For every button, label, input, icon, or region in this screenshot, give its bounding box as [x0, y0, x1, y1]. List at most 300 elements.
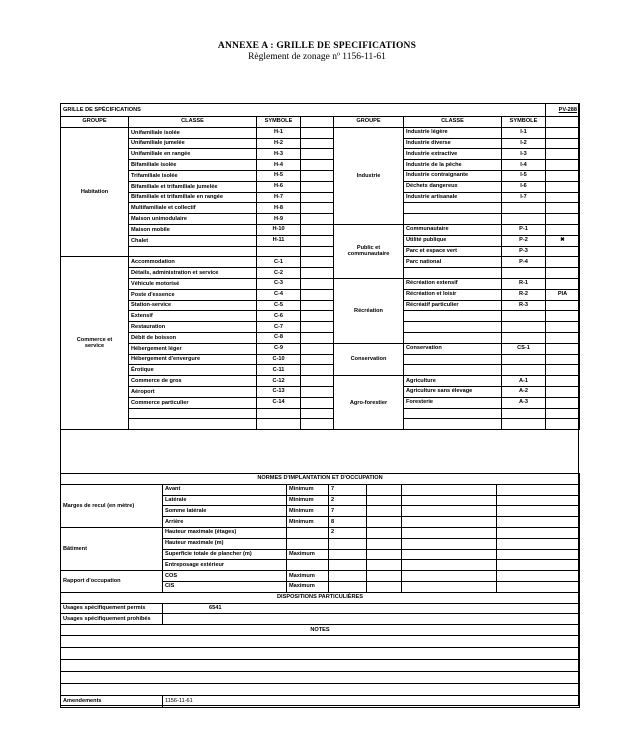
symbole-cell: H-8 — [257, 203, 301, 214]
norme-blank — [367, 560, 402, 571]
classe-cell — [404, 214, 502, 225]
classe-cell: Conservation — [404, 343, 502, 354]
mark-cell — [546, 332, 580, 343]
symbole-cell — [502, 268, 546, 279]
mark-cell — [301, 322, 334, 333]
symbole-cell: C-3 — [257, 278, 301, 289]
usages-permis-value — [163, 603, 580, 614]
classe-cell — [404, 354, 502, 365]
norme-value — [329, 581, 367, 592]
classe-cell: Véhicule motorisé — [129, 278, 257, 289]
norme-group-rapport: Rapport d'occupation — [61, 571, 163, 593]
mark-cell — [546, 408, 580, 419]
mark-cell — [301, 300, 334, 311]
classe-cell: Accommodation — [129, 257, 257, 268]
mark-cell — [301, 365, 334, 376]
mark-cell — [301, 160, 334, 171]
mark-cell — [301, 397, 334, 408]
norme-qualifier: Minimum — [287, 495, 329, 506]
classe-cell: Industrie légère — [404, 127, 502, 138]
symbole-cell: I-6 — [502, 181, 546, 192]
norme-blank — [497, 538, 580, 549]
norme-value: 2 — [329, 527, 367, 538]
usage-body — [61, 127, 580, 429]
mark-cell — [546, 278, 580, 289]
symbole-cell: H-5 — [257, 170, 301, 181]
header-blank-left — [301, 117, 334, 128]
symbole-cell: C-2 — [257, 268, 301, 279]
mark-cell — [546, 138, 580, 149]
mark-cell — [301, 149, 334, 160]
usage-row — [61, 332, 580, 343]
usages-prohibes-value — [163, 614, 580, 625]
symbole-cell: C-6 — [257, 311, 301, 322]
mark-cell — [546, 214, 580, 225]
classe-cell: Industrie de la pêche — [404, 160, 502, 171]
symbole-cell: P-4 — [502, 257, 546, 268]
group-public: Public et communautaire — [334, 224, 404, 278]
mark-cell — [301, 354, 334, 365]
header-classe-left: CLASSE — [129, 117, 257, 128]
usage-row — [61, 246, 580, 257]
mark-cell — [546, 257, 580, 268]
amendements-value: 1156-11-61 — [163, 695, 580, 707]
classe-cell — [404, 203, 502, 214]
classe-cell: Poste d'essence — [129, 289, 257, 300]
classe-cell — [404, 332, 502, 343]
classe-cell: Commerce de gros — [129, 376, 257, 387]
notes-line — [61, 635, 580, 647]
norme-qualifier — [287, 527, 329, 538]
classe-cell: Récréation et loisir — [404, 289, 502, 300]
classe-cell: Multifamiliale et collectif — [129, 203, 257, 214]
symbole-cell: P-1 — [502, 224, 546, 235]
symbole-cell: C-4 — [257, 289, 301, 300]
classe-cell: Commerce particulier — [129, 397, 257, 408]
classe-cell — [129, 419, 257, 430]
zone-code: PV-288 — [546, 104, 580, 117]
symbole-cell: R-1 — [502, 278, 546, 289]
symbole-cell: C-12 — [257, 376, 301, 387]
mark-cell — [546, 224, 580, 235]
mark-cell — [546, 246, 580, 257]
usages-permis-label: Usages spécifiquement permis — [61, 603, 163, 614]
mark-cell — [301, 192, 334, 203]
mark-cell — [301, 332, 334, 343]
norme-blank — [497, 495, 580, 506]
mark-cell — [301, 246, 334, 257]
norme-blank — [367, 484, 402, 495]
classe-cell: Parc et espace vert — [404, 246, 502, 257]
norme-blank — [367, 527, 402, 538]
classe-cell: Déchets dangereux — [404, 181, 502, 192]
norme-blank — [497, 506, 580, 517]
classe-cell: Utilité publique — [404, 235, 502, 246]
norme-name: COS — [163, 571, 287, 582]
mark-cell — [301, 224, 334, 235]
norme-name: Hauteur maximale (étages) — [163, 527, 287, 538]
classe-cell: Industrie contraignante — [404, 170, 502, 181]
mark-cell — [546, 300, 580, 311]
symbole-cell: I-4 — [502, 160, 546, 171]
mark-cell — [546, 181, 580, 192]
group-conservation: Conservation — [334, 343, 404, 375]
usage-row — [61, 127, 580, 138]
usage-row — [61, 170, 580, 181]
classe-cell: Débit de boisson — [129, 332, 257, 343]
mark-cell — [546, 386, 580, 397]
usage-row — [61, 257, 580, 268]
classe-cell: Agriculture sans élevage — [404, 386, 502, 397]
symbole-cell — [257, 419, 301, 430]
symbole-cell: I-3 — [502, 149, 546, 160]
symbole-cell: A-1 — [502, 376, 546, 387]
classe-cell — [129, 408, 257, 419]
symbole-cell — [502, 354, 546, 365]
norme-blank — [497, 581, 580, 592]
mark-cell — [546, 127, 580, 138]
group-commerce: Commerce et service — [61, 257, 129, 430]
norme-blank — [402, 517, 497, 528]
norme-row — [61, 527, 580, 538]
usage-row — [61, 343, 580, 354]
classe-cell — [404, 268, 502, 279]
mark-cell: ✖ — [546, 235, 580, 246]
symbole-cell: H-4 — [257, 160, 301, 171]
classe-cell: Récréatif particulier — [404, 300, 502, 311]
symbole-cell — [502, 214, 546, 225]
classe-cell — [404, 408, 502, 419]
norme-blank — [497, 517, 580, 528]
usage-row — [61, 235, 580, 246]
usage-row — [61, 278, 580, 289]
notes-line — [61, 671, 580, 683]
classe-cell: Industrie artisanale — [404, 192, 502, 203]
classe-cell: Hébergement d'envergure — [129, 354, 257, 365]
mark-cell — [546, 160, 580, 171]
norme-qualifier: Maximum — [287, 581, 329, 592]
norme-qualifier — [287, 538, 329, 549]
norme-qualifier: Minimum — [287, 484, 329, 495]
mark-cell — [301, 278, 334, 289]
usage-row — [61, 300, 580, 311]
norme-blank — [367, 581, 402, 592]
usage-row — [61, 354, 580, 365]
norme-blank — [497, 571, 580, 582]
classe-cell: Maison unimodulaire — [129, 214, 257, 225]
classe-cell: Communautaire — [404, 224, 502, 235]
classe-cell — [404, 365, 502, 376]
norme-value — [329, 538, 367, 549]
mark-cell — [546, 268, 580, 279]
norme-blank — [367, 495, 402, 506]
classe-cell: Bifamiliale et trifamiliale jumelée — [129, 181, 257, 192]
amendements-label: Amendements — [61, 695, 163, 707]
mark-cell — [546, 149, 580, 160]
classe-cell: Station-service — [129, 300, 257, 311]
normes-table — [60, 473, 580, 708]
usage-row — [61, 160, 580, 171]
notes-line — [61, 647, 580, 659]
symbole-cell — [502, 311, 546, 322]
norme-name: Somme latérale — [163, 506, 287, 517]
usage-row — [61, 289, 580, 300]
classe-cell: Industrie extractive — [404, 149, 502, 160]
symbole-cell: C-14 — [257, 397, 301, 408]
notes-line — [61, 659, 580, 671]
norme-blank — [367, 538, 402, 549]
classe-cell: Industrie diverse — [404, 138, 502, 149]
mark-cell — [546, 203, 580, 214]
norme-value: 2 — [329, 495, 367, 506]
header-blank-right — [546, 117, 580, 128]
classe-cell — [404, 419, 502, 430]
mark-cell — [301, 289, 334, 300]
notes-title: NOTES — [61, 625, 580, 636]
usages-permis-code: 6541 — [209, 604, 222, 611]
norme-blank — [402, 581, 497, 592]
norme-qualifier: Minimum — [287, 506, 329, 517]
norme-blank — [402, 560, 497, 571]
norme-name: Entreposage extérieur — [163, 560, 287, 571]
symbole-cell: C-11 — [257, 365, 301, 376]
norme-blank — [402, 495, 497, 506]
mark-cell: PIA — [546, 289, 580, 300]
usage-row — [61, 419, 580, 430]
mark-cell — [301, 376, 334, 387]
mark-cell — [546, 192, 580, 203]
mark-cell — [546, 397, 580, 408]
symbole-cell: C-13 — [257, 386, 301, 397]
usage-row — [61, 149, 580, 160]
norme-value — [329, 571, 367, 582]
doc-subtitle: Règlement de zonage nº 1156-11-61 — [248, 52, 386, 62]
classe-cell — [404, 311, 502, 322]
usage-grid — [60, 103, 580, 430]
mark-cell — [301, 127, 334, 138]
norme-blank — [402, 484, 497, 495]
symbole-cell: A-3 — [502, 397, 546, 408]
norme-blank — [367, 549, 402, 560]
norme-qualifier — [287, 560, 329, 571]
usage-row — [61, 181, 580, 192]
header-symbole-left: SYMBOLE — [257, 117, 301, 128]
doc-title: ANNEXE A : GRILLE DE SPECIFICATIONS — [217, 41, 417, 51]
symbole-cell: C-5 — [257, 300, 301, 311]
mark-cell — [301, 214, 334, 225]
symbole-cell: I-1 — [502, 127, 546, 138]
mark-cell — [301, 138, 334, 149]
mark-cell — [301, 235, 334, 246]
mark-cell — [301, 268, 334, 279]
usage-row — [61, 408, 580, 419]
usage-row — [61, 203, 580, 214]
mark-cell — [546, 354, 580, 365]
mark-cell — [301, 181, 334, 192]
norme-row — [61, 484, 580, 495]
mark-cell — [546, 322, 580, 333]
norme-qualifier: Maximum — [287, 549, 329, 560]
classe-cell: Érotique — [129, 365, 257, 376]
classe-cell: Hébergement léger — [129, 343, 257, 354]
grid-title: GRILLE DE SPÉCIFICATIONS — [61, 104, 546, 117]
symbole-cell: H-9 — [257, 214, 301, 225]
norme-name: Hauteur maximale (m) — [163, 538, 287, 549]
norme-value — [329, 549, 367, 560]
mark-cell — [301, 311, 334, 322]
norme-blank — [402, 538, 497, 549]
norme-name: Superficie totale de plancher (m) — [163, 549, 287, 560]
normes-body — [61, 484, 580, 592]
norme-blank — [497, 549, 580, 560]
symbole-cell: A-2 — [502, 386, 546, 397]
dispositions-title: DISPOSITIONS PARTICULIÈRES — [61, 592, 580, 603]
symbole-cell: H-2 — [257, 138, 301, 149]
symbole-cell: R-3 — [502, 300, 546, 311]
usage-row — [61, 268, 580, 279]
classe-cell: Agriculture — [404, 376, 502, 387]
norme-group-marges: Marges de recul (en mètre) — [61, 484, 163, 527]
symbole-cell — [502, 419, 546, 430]
symbole-cell: H-3 — [257, 149, 301, 160]
classe-cell: Détails, administration et service — [129, 268, 257, 279]
symbole-cell: CS-1 — [502, 343, 546, 354]
mark-cell — [546, 419, 580, 430]
norme-name: Latérale — [163, 495, 287, 506]
group-agro: Agro-forestier — [334, 376, 404, 430]
mark-cell — [546, 376, 580, 387]
symbole-cell — [502, 365, 546, 376]
mark-cell — [546, 311, 580, 322]
norme-value — [329, 560, 367, 571]
norme-blank — [367, 571, 402, 582]
usage-row — [61, 224, 580, 235]
usage-row — [61, 376, 580, 387]
classe-cell: Bifamiliale et trifamiliale en rangée — [129, 192, 257, 203]
norme-blank — [402, 549, 497, 560]
classe-cell — [404, 322, 502, 333]
symbole-cell: P-2 — [502, 235, 546, 246]
normes-title: NORMES D'IMPLANTATION ET D'OCCUPATION — [61, 474, 580, 485]
classe-cell: Unifamiliale jumelée — [129, 138, 257, 149]
mark-cell — [301, 203, 334, 214]
norme-blank — [497, 484, 580, 495]
mark-cell — [301, 408, 334, 419]
norme-blank — [402, 506, 497, 517]
norme-blank — [497, 527, 580, 538]
norme-name: Avant — [163, 484, 287, 495]
mark-cell — [546, 343, 580, 354]
header-symbole-right: SYMBOLE — [502, 117, 546, 128]
group-recreation: Récréation — [334, 278, 404, 343]
classe-cell: Bifamiliale isolée — [129, 160, 257, 171]
symbole-cell — [502, 332, 546, 343]
classe-cell: Récréation extensif — [404, 278, 502, 289]
mark-cell — [301, 419, 334, 430]
norme-value: 8 — [329, 517, 367, 528]
classe-cell: Restauration — [129, 322, 257, 333]
classe-cell: Unifamiliale isolée — [129, 127, 257, 138]
header-groupe-left: GROUPE — [61, 117, 129, 128]
symbole-cell: H-6 — [257, 181, 301, 192]
classe-cell: Extensif — [129, 311, 257, 322]
mark-cell — [301, 343, 334, 354]
usage-row — [61, 322, 580, 333]
norme-name: CIS — [163, 581, 287, 592]
group-industrie: Industrie — [334, 127, 404, 224]
symbole-cell: C-1 — [257, 257, 301, 268]
norme-blank — [402, 527, 497, 538]
norme-blank — [367, 506, 402, 517]
header-classe-right: CLASSE — [404, 117, 502, 128]
classe-cell — [129, 246, 257, 257]
norme-value: 7 — [329, 484, 367, 495]
norme-name: Arrière — [163, 517, 287, 528]
symbole-cell: I-5 — [502, 170, 546, 181]
norme-blank — [402, 571, 497, 582]
symbole-cell — [502, 203, 546, 214]
classe-cell: Unifamiliale en rangée — [129, 149, 257, 160]
usage-row — [61, 397, 580, 408]
symbole-cell — [502, 322, 546, 333]
usage-row — [61, 192, 580, 203]
classe-cell: Maison mobile — [129, 224, 257, 235]
classe-cell: Chalet — [129, 235, 257, 246]
symbole-cell: H-11 — [257, 235, 301, 246]
document-header — [0, 41, 634, 62]
usage-row — [61, 386, 580, 397]
norme-row — [61, 571, 580, 582]
symbole-cell — [502, 408, 546, 419]
usage-row — [61, 138, 580, 149]
usage-row — [61, 365, 580, 376]
symbole-cell — [257, 408, 301, 419]
mark-cell — [546, 170, 580, 181]
symbole-cell: H-1 — [257, 127, 301, 138]
usage-row — [61, 214, 580, 225]
symbole-cell: H-10 — [257, 224, 301, 235]
symbole-cell — [257, 246, 301, 257]
symbole-cell: C-10 — [257, 354, 301, 365]
classe-cell: Foresterie — [404, 397, 502, 408]
mark-cell — [546, 365, 580, 376]
symbole-cell: C-7 — [257, 322, 301, 333]
norme-blank — [367, 517, 402, 528]
symbole-cell: H-7 — [257, 192, 301, 203]
symbole-cell: C-9 — [257, 343, 301, 354]
mark-cell — [301, 257, 334, 268]
symbole-cell: R-2 — [502, 289, 546, 300]
norme-blank — [497, 560, 580, 571]
norme-value: 7 — [329, 506, 367, 517]
norme-qualifier: Maximum — [287, 571, 329, 582]
mark-cell — [301, 386, 334, 397]
usages-prohibes-label: Usages spécifiquement prohibés — [61, 614, 163, 625]
norme-group-batiment: Bâtiment — [61, 527, 163, 570]
classe-cell: Aéroport — [129, 386, 257, 397]
classe-cell: Parc national — [404, 257, 502, 268]
header-groupe-right: GROUPE — [334, 117, 404, 128]
usage-row — [61, 311, 580, 322]
symbole-cell: P-3 — [502, 246, 546, 257]
classe-cell: Trifamiliale isolée — [129, 170, 257, 181]
symbole-cell: C-8 — [257, 332, 301, 343]
symbole-cell: I-7 — [502, 192, 546, 203]
group-habitation: Habitation — [61, 127, 129, 257]
symbole-cell: I-2 — [502, 138, 546, 149]
norme-qualifier: Minimum — [287, 517, 329, 528]
mark-cell — [301, 170, 334, 181]
